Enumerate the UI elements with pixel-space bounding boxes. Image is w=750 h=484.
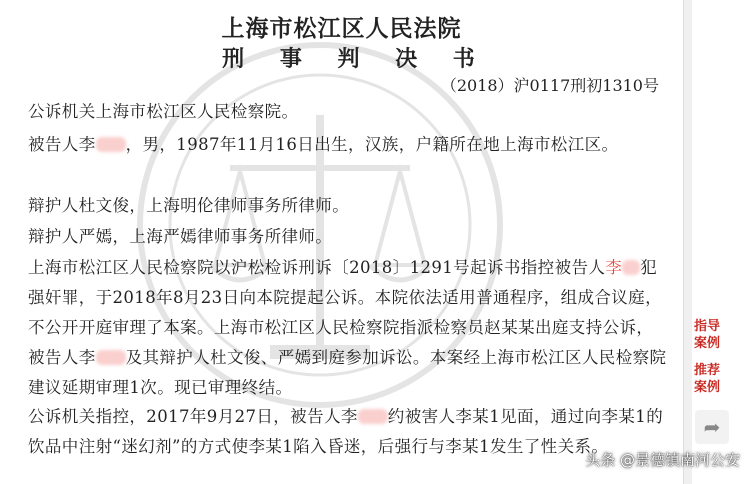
scrollbar[interactable] (683, 0, 692, 484)
prosecutor-paragraph: 公诉机关上海市松江区人民检察院。 (28, 102, 299, 121)
case-number: （2018）沪0117刑初1310号 (440, 76, 659, 95)
redacted-name (96, 350, 126, 365)
defendant-paragraph: 被告人李 ，男，1987年11月16日出生，汉族，户籍所在地上海市松江区。 (28, 135, 619, 154)
proceedings-paragraph: 上海市松江区人民检察院以沪松检诉刑诉〔2018〕1291号起诉书指控被告人李 犯强奸罪，于2018年8月23日向本院提起公诉。本院依法适用普通程序，组成合议庭，不公开开庭审理了本案。上海市松江区人民检察院指派检察员赵某某出庭支持公诉，被告人李 及其辩护人杜文俊、严嫣到庭参加诉讼。本案经上海市松江区人民检察院建议延期审理1次。现已审理终结。 (28, 258, 667, 397)
redacted-name (96, 137, 126, 152)
recommended-case-tag[interactable]: 推荐 案例 (694, 363, 721, 395)
guiding-case-tag[interactable]: 指导 案例 (694, 319, 721, 351)
defense-counsel-1: 辩护人杜文俊，上海明伦律师事务所律师。 (28, 196, 350, 215)
source-watermark: 头条 @景德镇南河公安 (585, 451, 740, 469)
defense-counsel-2: 辩护人严嫣，上海严嫣律师事务所律师。 (28, 227, 333, 246)
share-icon[interactable]: ➦ (695, 410, 729, 444)
charges-paragraph: 公诉机关指控，2017年9月27日，被告人李 约被害人李某1见面，通过向李某1的饮品中注射“迷幻剂”的方式使李某1陷入昏迷，后强行与李某1发生了性关系。 (28, 407, 664, 456)
redacted-name (358, 409, 388, 424)
document-type: 刑 事 判 决 书 (222, 46, 489, 72)
court-name: 上海市松江区人民法院 (221, 15, 462, 42)
redacted-name (622, 260, 640, 275)
